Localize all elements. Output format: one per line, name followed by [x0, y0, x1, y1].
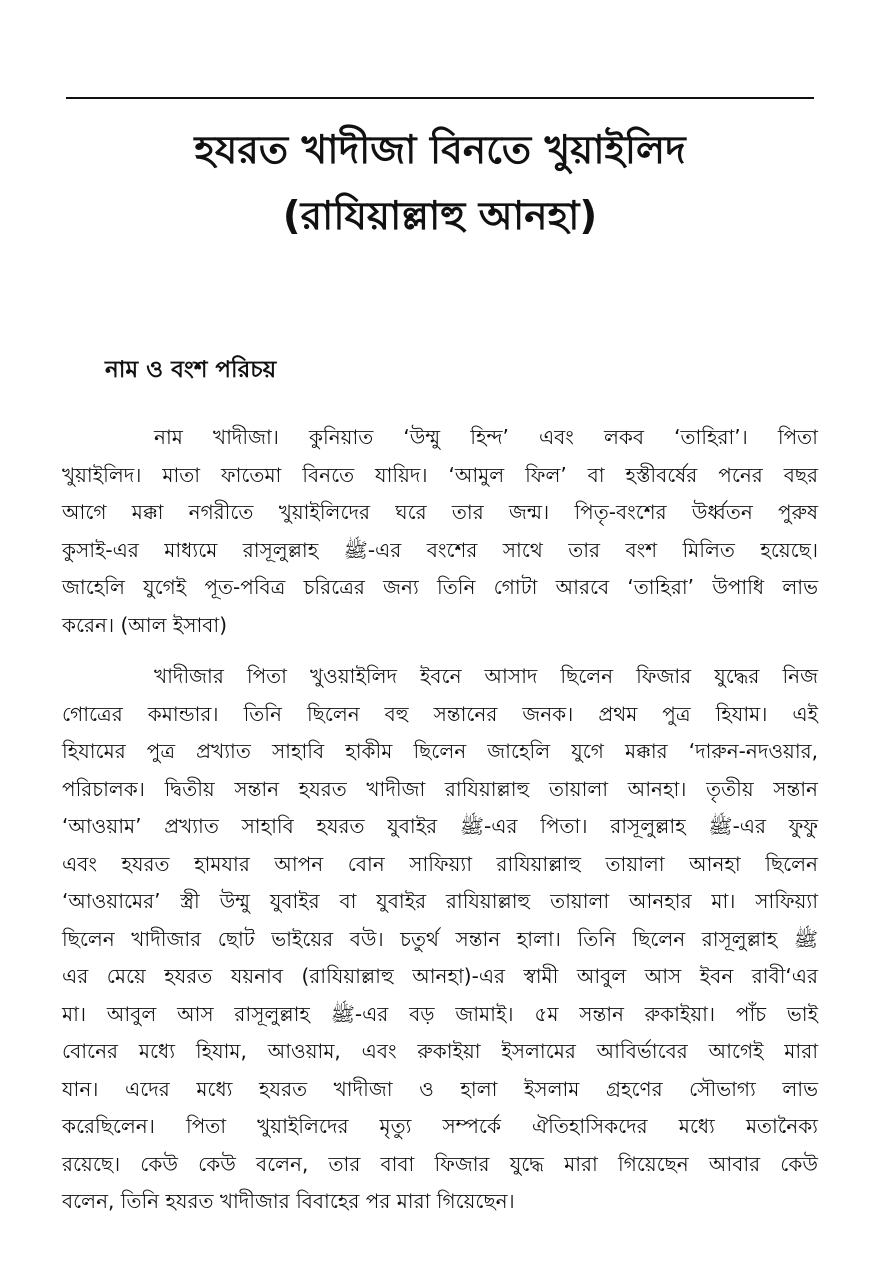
text-line: হিযামের পুত্র প্রখ্যাত সাহাবি হাকীম ছিলেন জাহেলি যুগে মক্কার ‘দারুন-নদওয়ার,	[62, 739, 818, 763]
text-line: করেন। (আল ইসাবা)	[62, 612, 228, 637]
text-line: ‘আওয়াম’ প্রখ্যাত সাহাবি হযরত যুবাইর ﷺ-এর পিতা। রাসূলুল্লাহ ﷺ-এর ফুফু	[62, 814, 818, 838]
text-line: যান। এদের মধ্যে হযরত খাদীজা ও হালা ইসলাম গ্রহণের সৌভাগ্য লাভ	[62, 1076, 818, 1101]
top-divider	[66, 97, 814, 99]
paragraph-1	[62, 419, 818, 644]
text-line: নাম খাদীজা। কুনিয়াত ‘উম্মু হিন্দ’ এবং লকব ‘তাহিরা’। পিতা	[154, 425, 818, 449]
text-line: ছিলেন খাদীজার ছোট ভাইয়ের বউ। চতুর্থ সন্তান হালা। তিনি ছিলেন রাসূলুল্লাহ ﷺ	[62, 926, 818, 951]
page-title	[60, 118, 820, 250]
title-line-2: (রাযিয়াল্লাহু আনহা)	[282, 194, 598, 239]
title-line-1: হযরত খাদীজা বিনতে খুয়াইলিদ	[194, 128, 686, 173]
text-line: এর মেয়ে হযরত যয়নাব (রাযিয়াল্লাহু আনহা)-এর স্বামী আবুল আস ইবন রাবী‘এর	[62, 964, 818, 988]
text-line: করেছিলেন। পিতা খুয়াইলিদের মৃত্যু সম্পর্কে ঐতিহাসিকদের মধ্যে মতানৈক্য	[62, 1114, 818, 1138]
text-line: এবং হযরত হামযার আপন বোন সাফিয়্যা রাযিয়াল্লাহু তায়ালা আনহা ছিলেন	[62, 851, 818, 876]
text-line: বোনের মধ্যে হিযাম, আওয়াম, এবং রুকাইয়া ইসলামের আবির্ভাবের আগেই মারা	[62, 1039, 818, 1063]
body-text	[62, 419, 818, 1221]
text-line: কুসাই-এর মাধ্যমে রাসূলুল্লাহ ﷺ-এর বংশের সাথে তার বংশ মিলিত হয়েছে।	[62, 537, 818, 562]
text-line: খুয়াইলিদ। মাতা ফাতেমা বিনতে যায়িদ। ‘আমুল ফিল’ বা হস্তীবর্ষের পনের বছর	[62, 462, 818, 487]
paragraph-2	[62, 658, 818, 1221]
text-line: খাদীজার পিতা খুওয়াইলিদ ইবনে আসাদ ছিলেন ফিজার যুদ্ধের নিজ	[154, 664, 818, 688]
text-line: ‘আওয়ামের’ স্ত্রী উম্মু যুবাইর বা যুবাইর রাযিয়াল্লাহু তায়ালা আনহার মা। সাফিয়্যা	[62, 889, 818, 913]
text-line: আগে মক্কা নগরীতে খুয়াইলিদের ঘরে তার জন্ম। পিতৃ-বংশের উর্ধ্বতন পুরুষ	[62, 500, 818, 524]
section-heading: নাম ও বংশ পরিচয়	[105, 357, 277, 383]
text-line: মা। আবুল আস রাসূলুল্লাহ ﷺ-এর বড় জামাই। ৫ম সন্তান রুকাইয়া। পাঁচ ভাই	[62, 1001, 818, 1026]
text-line: পরিচালক। দ্বিতীয় সন্তান হযরত খাদীজা রাযিয়াল্লাহু তায়ালা আনহা। তৃতীয় সন্তান	[62, 776, 818, 801]
text-line: জাহেলি যুগেই পূত-পবিত্র চরিত্রের জন্য তিনি গোটা আরবে ‘তাহিরা’ উপাধি লাভ	[62, 575, 818, 599]
text-line: বলেন, তিনি হযরত খাদীজার বিবাহের পর মারা গিয়েছেন।	[62, 1189, 515, 1213]
text-line: রয়েছে। কেউ কেউ বলেন, তার বাবা ফিজার যুদ্ধে মারা গিয়েছেন আবার কেউ	[62, 1151, 818, 1176]
text-line: গোত্রের কমান্ডার। তিনি ছিলেন বহু সন্তানের জনক। প্রথম পুত্র হিযাম। এই	[62, 701, 818, 726]
